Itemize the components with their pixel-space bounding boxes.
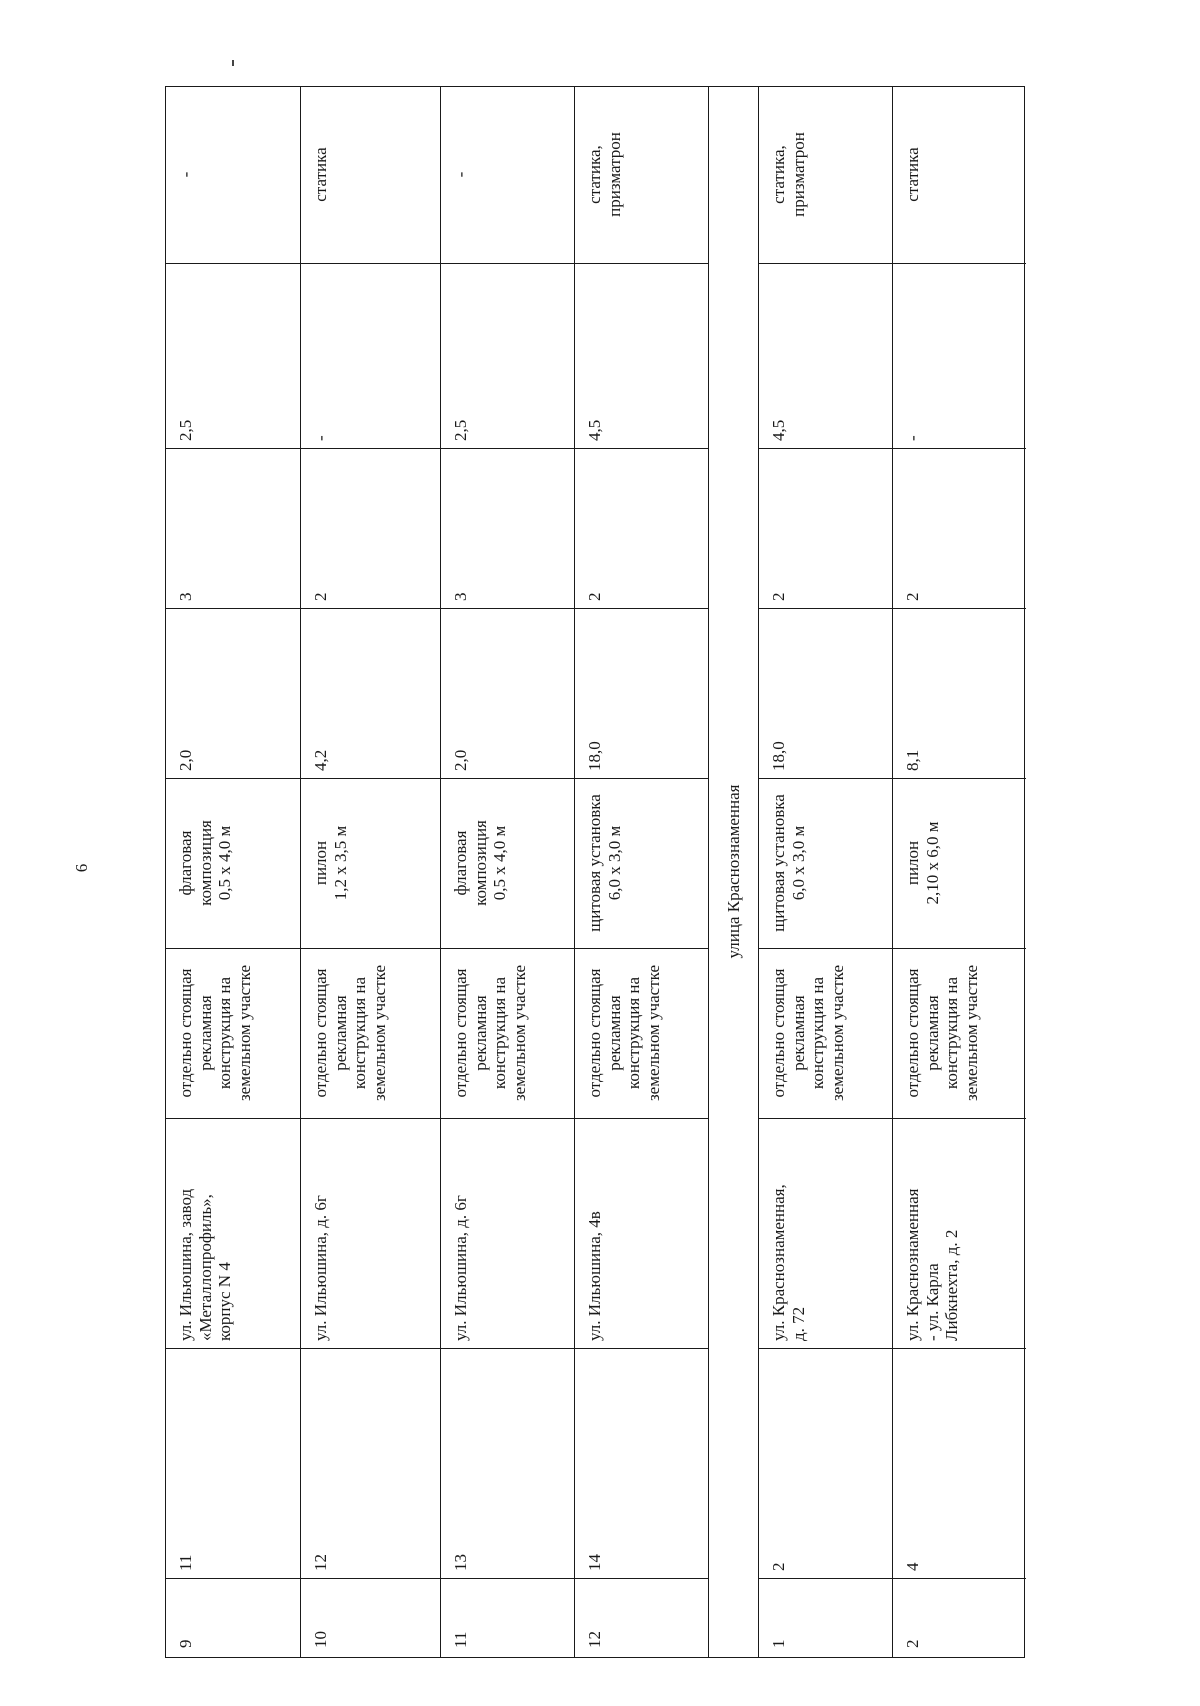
page-number: 6 (72, 863, 91, 873)
cell-height (893, 264, 1026, 449)
cell-text-address: ул. Ильюшина, 4в (585, 1211, 604, 1341)
cell-text-type: отдельно стоящая рекламная конструкция на земельном участке (176, 964, 255, 1102)
cell-text-no: 14 (585, 1554, 604, 1571)
cell-text-height: 4,5 (769, 419, 788, 441)
cell-text-sides: 2 (769, 592, 788, 601)
cell-area (301, 609, 440, 779)
table-row (166, 87, 300, 1657)
cell-text-no: 2 (769, 1562, 788, 1571)
cell-sides (301, 449, 440, 609)
cell-text-seq: 12 (585, 1631, 604, 1648)
cell-text-method: - (176, 171, 195, 178)
cell-text-method: статика (311, 147, 330, 202)
cell-text-no: 12 (311, 1554, 330, 1571)
cell-text-height: 4,5 (585, 419, 604, 441)
cell-area (441, 609, 574, 779)
cell-address (893, 1119, 1026, 1349)
cell-height (301, 264, 440, 449)
cell-no (166, 1349, 300, 1579)
cell-method (575, 87, 708, 264)
cell-type (301, 949, 440, 1119)
cell-no (893, 1349, 1026, 1579)
cell-text-sides: 3 (176, 592, 195, 601)
cell-text-format: щитовая установка 6,0 x 3,0 м (769, 794, 808, 932)
table-row (758, 87, 892, 1657)
cell-height (575, 264, 708, 449)
scan-speck (232, 60, 234, 66)
cell-text-no: 13 (451, 1554, 470, 1571)
cell-text-height: - (903, 435, 922, 441)
cell-text-format: пилон 1,2 x 3,5 м (311, 825, 350, 901)
cell-seq (441, 1579, 574, 1656)
cell-format (575, 779, 708, 949)
cell-format (759, 779, 892, 949)
cell-text-method: статика (903, 147, 922, 202)
cell-text-seq: 11 (451, 1631, 470, 1648)
cell-text-area: 8,1 (903, 749, 922, 771)
cell-text-format: пилон 2,10 x 6,0 м (903, 821, 942, 905)
cell-address (166, 1119, 300, 1349)
cell-text-type: отдельно стоящая рекламная конструкция на земельном участке (903, 964, 982, 1102)
cell-text-address: ул. Краснознаменная, д. 72 (769, 1184, 808, 1341)
cell-text-method: - (451, 171, 470, 178)
cell-text-area: 4,2 (311, 749, 330, 771)
cell-text-address: ул. Ильюшина, завод «Металлопрофиль», корпус N 4 (176, 1188, 235, 1341)
cell-type (759, 949, 892, 1119)
cell-format (166, 779, 300, 949)
cell-address (441, 1119, 574, 1349)
cell-text-type: отдельно стоящая рекламная конструкция на земельном участке (311, 964, 390, 1102)
cell-text-format: флаговая композиция 0,5 x 4,0 м (451, 820, 510, 906)
cell-text-format: флаговая композиция 0,5 x 4,0 м (176, 820, 235, 906)
cell-text-type: отдельно стоящая рекламная конструкция на земельном участке (451, 964, 530, 1102)
cell-format (441, 779, 574, 949)
cell-text-sides: 2 (585, 592, 604, 601)
cell-seq (893, 1579, 1026, 1656)
cell-text-height: - (311, 435, 330, 441)
cell-height (166, 264, 300, 449)
cell-sides (759, 449, 892, 609)
cell-method (166, 87, 300, 264)
cell-text-area: 18,0 (585, 741, 604, 771)
cell-text-type: отдельно стоящая рекламная конструкция на земельном участке (769, 964, 848, 1102)
cell-seq (301, 1579, 440, 1656)
cell-address (759, 1119, 892, 1349)
cell-method (759, 87, 892, 264)
cell-text-format: щитовая установка 6,0 x 3,0 м (585, 794, 624, 932)
cell-text-sides: 2 (903, 592, 922, 601)
cell-text-area: 2,0 (451, 749, 470, 771)
cell-height (441, 264, 574, 449)
cell-text-seq: 10 (311, 1631, 330, 1648)
cell-type (893, 949, 1026, 1119)
cell-area (759, 609, 892, 779)
cell-text-area: 2,0 (176, 749, 195, 771)
cell-area (893, 609, 1026, 779)
cell-seq (759, 1579, 892, 1656)
cell-text-method: статика, призматрон (585, 132, 624, 217)
cell-format (893, 779, 1026, 949)
cell-type (575, 949, 708, 1119)
cell-text-address: ул. Ильюшина, д. 6г (451, 1195, 470, 1341)
cell-method (441, 87, 574, 264)
cell-sides (575, 449, 708, 609)
cell-type (166, 949, 300, 1119)
table-row (574, 87, 708, 1657)
cell-area (166, 609, 300, 779)
table-row (440, 87, 574, 1657)
cell-height (759, 264, 892, 449)
cell-text-height: 2,5 (176, 419, 195, 441)
table-row (300, 87, 440, 1657)
cell-format (301, 779, 440, 949)
cell-text-method: статика, призматрон (769, 132, 808, 217)
cell-sides (166, 449, 300, 609)
advertising-structures-table (165, 86, 1025, 1658)
cell-text-no: 11 (176, 1554, 195, 1571)
cell-method (893, 87, 1026, 264)
cell-text-sides: 2 (311, 592, 330, 601)
section-header (708, 87, 758, 1657)
cell-method (301, 87, 440, 264)
cell-text-seq: 1 (769, 1639, 788, 1648)
cell-no (441, 1349, 574, 1579)
cell-text-sides: 3 (451, 592, 470, 601)
cell-address (301, 1119, 440, 1349)
cell-no (301, 1349, 440, 1579)
cell-text-seq: 9 (176, 1639, 195, 1648)
cell-sides (441, 449, 574, 609)
cell-seq (575, 1579, 708, 1656)
cell-text-type: отдельно стоящая рекламная конструкция на земельном участке (585, 964, 664, 1102)
cell-text-address: ул. Краснознаменная - ул. Карла Либкнехта, д. 2 (903, 1188, 962, 1341)
cell-text-area: 18,0 (769, 741, 788, 771)
cell-text-address: ул. Ильюшина, д. 6г (311, 1195, 330, 1341)
cell-text-seq: 2 (903, 1639, 922, 1648)
cell-text-no: 4 (903, 1562, 922, 1571)
table-row (892, 87, 1026, 1657)
cell-no (759, 1349, 892, 1579)
cell-type (441, 949, 574, 1119)
cell-seq (166, 1579, 300, 1656)
cell-text-height: 2,5 (451, 419, 470, 441)
cell-address (575, 1119, 708, 1349)
cell-area (575, 609, 708, 779)
cell-no (575, 1349, 708, 1579)
cell-sides (893, 449, 1026, 609)
section-title: улица Краснознаменная (724, 784, 743, 959)
